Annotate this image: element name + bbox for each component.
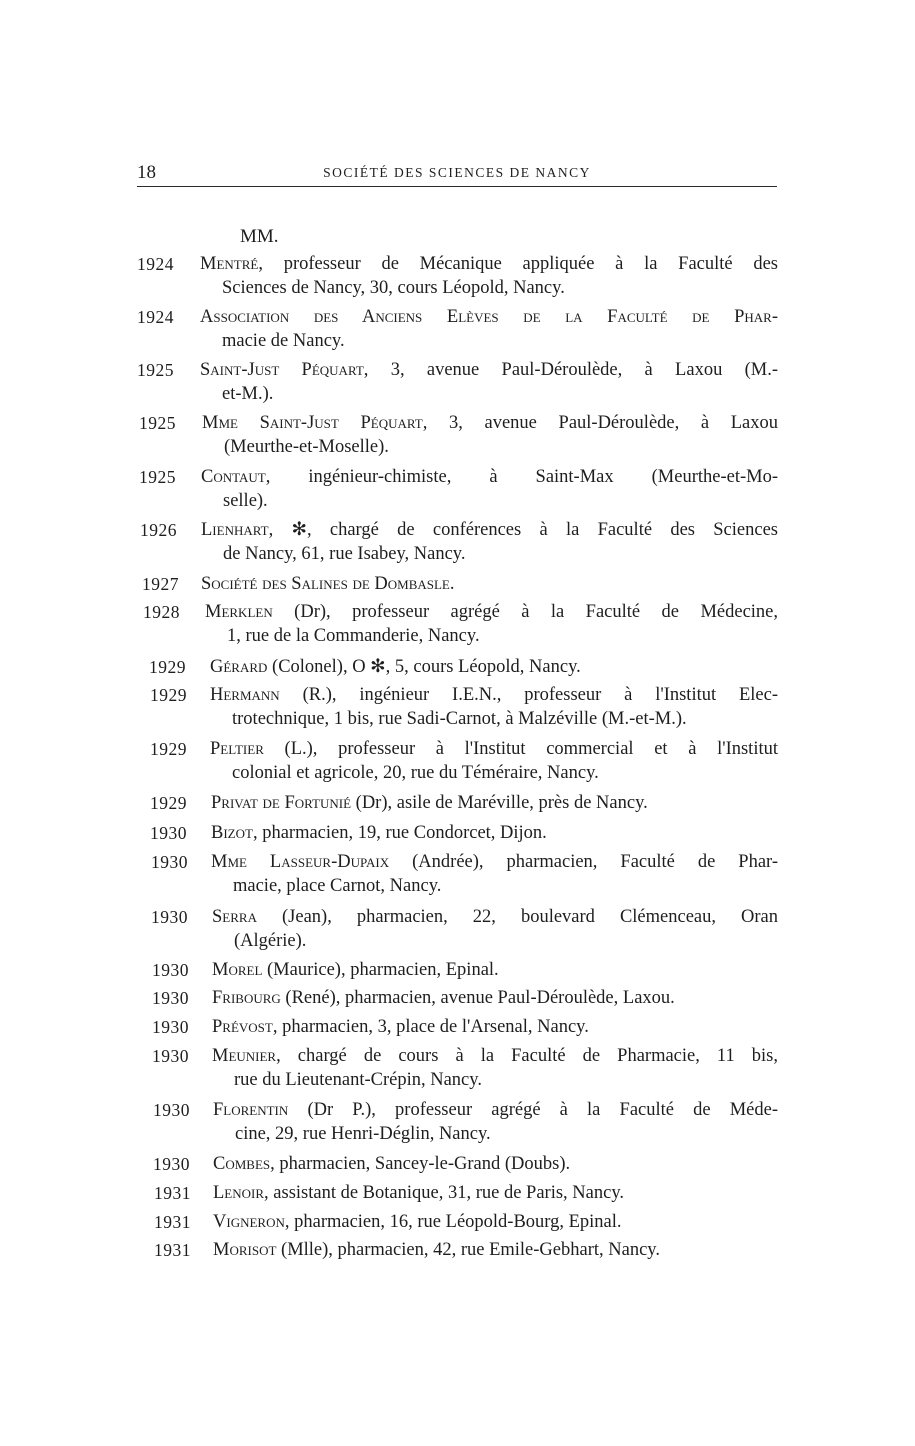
list-item (0, 252, 915, 312)
member-details: 3, avenue Paul-Déroulède, à Laxou (M.- (390, 360, 779, 380)
entry-line-2: macie, place Carnot, Nancy. (233, 876, 442, 896)
member-name: Mme Saint-Just Péquart, (202, 413, 428, 433)
member-name: Société des Salines de Dombasle. (201, 574, 455, 594)
member-name: Lenoir, (213, 1183, 269, 1203)
entry-year: 1924 (137, 307, 174, 327)
member-details: ✻, chargé de conférences à la Faculté des Sciences (291, 520, 778, 540)
entry-line-2: trotechnique, 1 bis, rue Sadi-Carnot, à Malzéville (M.-et-M.). (232, 709, 687, 729)
member-name: Peltier (210, 739, 264, 759)
member-name: Merklen (205, 602, 273, 622)
entry-year: 1930 (152, 988, 189, 1008)
member-details: (L.), professeur à l'Institut commercial et à l'Institut (284, 739, 778, 759)
entry-line-1 (200, 358, 778, 382)
member-name: Morel (212, 960, 263, 980)
member-name: Mentré, (200, 254, 263, 274)
entry-year: 1930 (153, 1154, 190, 1174)
entry-text (210, 655, 778, 679)
member-details: (Jean), pharmacien, 22, boulevard Clémenceau, Oran (282, 907, 779, 927)
entry-line-1 (210, 683, 778, 707)
entry-year: 1930 (152, 960, 189, 980)
entry-text (211, 821, 778, 845)
entry-text (205, 600, 778, 648)
entry-year: 1930 (152, 1046, 189, 1066)
entry-line-1 (213, 1210, 778, 1234)
member-name: Lienhart, (201, 520, 274, 540)
entry-year: 1929 (149, 657, 186, 677)
member-name: Fribourg (212, 988, 281, 1008)
entry-year: 1929 (150, 685, 187, 705)
entry-line-1 (213, 1098, 778, 1122)
member-details: pharmacien, 3, place de l'Arsenal, Nancy. (282, 1017, 589, 1037)
entry-line-1 (212, 1015, 778, 1039)
entry-line-2: rue du Lieutenant-Crépin, Nancy. (234, 1070, 482, 1090)
list-item (0, 905, 915, 965)
entry-line-1 (210, 655, 778, 679)
entry-text (212, 1044, 778, 1092)
member-details: 3, avenue Paul-Déroulède, à Laxou (448, 413, 778, 433)
list-item (0, 1044, 915, 1104)
member-details: (Mlle), pharmacien, 42, rue Emile-Gebhart, Nancy. (281, 1240, 660, 1260)
entry-line-2: colonial et agricole, 20, rue du Téméraire, Nancy. (232, 763, 599, 783)
entry-text (213, 1098, 778, 1146)
entry-line-2: macie de Nancy. (222, 331, 345, 351)
entry-text (212, 1015, 778, 1039)
entry-year: 1927 (142, 574, 179, 594)
entry-line-1 (201, 572, 778, 596)
entry-line-1 (213, 1238, 778, 1262)
entry-year: 1930 (151, 852, 188, 872)
member-details: ingénieur-chimiste, à Saint-Max (Meurthe-et-Mo- (308, 467, 778, 487)
entry-line-1 (200, 305, 778, 329)
member-details: chargé de cours à la Faculté de Pharmacie, 11 bis, (297, 1046, 778, 1066)
entry-text (201, 518, 778, 566)
entry-text (210, 683, 778, 731)
entry-year: 1930 (152, 1017, 189, 1037)
entry-line-2: de Nancy, 61, rue Isabey, Nancy. (223, 544, 466, 564)
member-name: Mme Lasseur-Dupaix (211, 852, 390, 872)
member-name: Bizot, (211, 823, 258, 843)
member-name: Serra (212, 907, 257, 927)
member-name: Prévost, (212, 1017, 278, 1037)
entry-year: 1929 (150, 739, 187, 759)
member-name: Florentin (213, 1100, 289, 1120)
page-number: 18 (137, 162, 156, 183)
member-name: Contaut, (201, 467, 271, 487)
entry-line-1 (201, 518, 778, 542)
entry-line-1 (212, 986, 778, 1010)
list-item (0, 737, 915, 797)
running-head: SOCIÉTÉ DES SCIENCES DE NANCY (323, 165, 591, 180)
entry-year: 1929 (150, 793, 187, 813)
member-details: pharmacien, 19, rue Condorcet, Dijon. (262, 823, 547, 843)
list-item (0, 465, 915, 525)
entry-line-1 (212, 1044, 778, 1068)
entry-text (212, 958, 778, 982)
member-details: professeur de Mécanique appliquée à la Faculté des (283, 254, 778, 274)
entry-line-1 (202, 411, 778, 435)
mm-label: MM. (240, 226, 279, 247)
member-name: Saint-Just Péquart, (200, 360, 369, 380)
entry-line-1 (211, 821, 778, 845)
entry-text (213, 1238, 778, 1262)
member-details: (Colonel), O ✻, 5, cours Léopold, Nancy. (272, 657, 581, 677)
member-details: (Dr P.), professeur agrégé à la Faculté de Méde- (307, 1100, 779, 1120)
member-name: Morisot (213, 1240, 277, 1260)
entry-text (212, 905, 778, 953)
entry-year: 1925 (139, 467, 176, 487)
member-name: Combes, (213, 1154, 275, 1174)
entry-line-1 (213, 1181, 778, 1205)
member-details: (Dr), asile de Maréville, près de Nancy. (355, 793, 648, 813)
member-name: Hermann (210, 685, 280, 705)
entry-line-2: (Algérie). (234, 931, 307, 951)
list-item (0, 600, 915, 660)
entry-year: 1930 (150, 823, 187, 843)
entry-line-1 (212, 958, 778, 982)
list-item (0, 411, 915, 471)
entry-line-2: 1, rue de la Commanderie, Nancy. (227, 626, 480, 646)
entry-line-1 (213, 1152, 778, 1176)
entry-year: 1928 (143, 602, 180, 622)
entry-text (213, 1210, 778, 1234)
entry-text (213, 1152, 778, 1176)
entry-year: 1925 (139, 413, 176, 433)
member-name: Meunier, (212, 1046, 281, 1066)
entry-line-1 (200, 252, 778, 276)
member-details: (R.), ingénieur I.E.N., professeur à l'Institut Elec- (302, 685, 778, 705)
entry-year: 1931 (154, 1212, 191, 1232)
entry-line-2: et-M.). (222, 384, 274, 404)
entry-text (212, 986, 778, 1010)
entry-year: 1926 (140, 520, 177, 540)
entry-line-1 (211, 791, 778, 815)
member-name: Gérard (210, 657, 268, 677)
entry-text (200, 358, 778, 406)
entry-text (211, 850, 778, 898)
member-details: (René), pharmacien, avenue Paul-Déroulède, Laxou. (285, 988, 675, 1008)
entry-line-1 (205, 600, 778, 624)
entry-text (211, 791, 778, 815)
member-name: Vigneron, (213, 1212, 290, 1232)
member-details: (Andrée), pharmacien, Faculté de Phar- (412, 852, 779, 872)
entry-text (213, 1181, 778, 1205)
entry-line-1 (201, 465, 778, 489)
entry-text (210, 737, 778, 785)
list-item (0, 305, 915, 365)
list-item (0, 683, 915, 743)
entry-text (201, 465, 778, 513)
entry-year: 1931 (154, 1183, 191, 1203)
list-item (0, 1098, 915, 1158)
list-item (0, 850, 915, 910)
entry-line-2: cine, 29, rue Henri-Déglin, Nancy. (235, 1124, 491, 1144)
entry-year: 1931 (154, 1240, 191, 1260)
entry-year: 1925 (137, 360, 174, 380)
list-item (0, 1238, 915, 1298)
entry-year: 1930 (151, 907, 188, 927)
entry-line-1 (210, 737, 778, 761)
list-item (0, 518, 915, 578)
member-details: (Dr), professeur agrégé à la Faculté de Médecine, (294, 602, 779, 622)
member-details: (Maurice), pharmacien, Epinal. (267, 960, 499, 980)
member-details: pharmacien, 16, rue Léopold-Bourg, Epinal. (294, 1212, 622, 1232)
page-header (137, 160, 777, 187)
list-item (0, 358, 915, 418)
entry-line-2: (Meurthe-et-Moselle). (224, 437, 389, 457)
entry-text (200, 252, 778, 300)
entry-text (201, 572, 778, 596)
member-name: Privat de Fortunié (211, 793, 352, 813)
entry-line-1 (211, 850, 778, 874)
member-name: Association des Anciens Elèves de la Faculté de Phar- (200, 307, 778, 327)
entry-year: 1924 (137, 254, 174, 274)
entry-line-2: selle). (223, 491, 268, 511)
entry-text (200, 305, 778, 353)
member-details: pharmacien, Sancey-le-Grand (Doubs). (279, 1154, 571, 1174)
entry-text (202, 411, 778, 459)
entry-line-1 (212, 905, 778, 929)
entry-year: 1930 (153, 1100, 190, 1120)
member-details: assistant de Botanique, 31, rue de Paris, Nancy. (273, 1183, 625, 1203)
entry-line-2: Sciences de Nancy, 30, cours Léopold, Nancy. (222, 278, 565, 298)
